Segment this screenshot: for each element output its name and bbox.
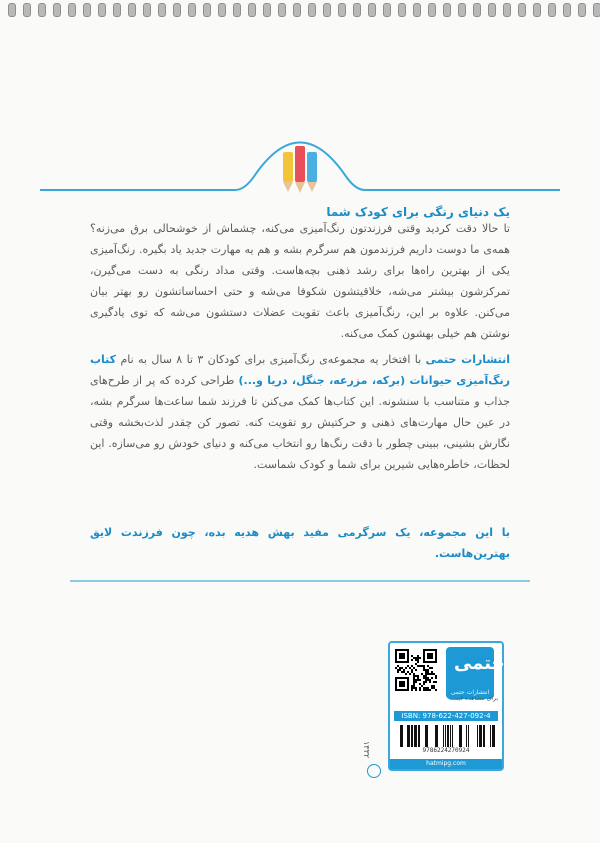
spiral-ring xyxy=(503,3,511,17)
spiral-ring xyxy=(473,3,481,17)
spiral-ring xyxy=(308,3,316,17)
series-title: کتاب رنگ‌آمیزی حیوانات (برکه، مزرعه، جنگل، دریا و...) xyxy=(90,353,510,387)
divider-line xyxy=(70,580,530,582)
publisher-name: انتشارات حتمی xyxy=(425,353,511,366)
publisher-logo xyxy=(446,647,505,699)
spiral-ring xyxy=(113,3,121,17)
pencils-arc-illustration xyxy=(0,100,600,210)
spiral-ring xyxy=(158,3,166,17)
spiral-ring xyxy=(203,3,211,17)
intro-paragraph: تا حالا دقت کردید وقتی فرزندتون رنگ‌آمیزی می‌کنه، چشماش از خوشحالی برق می‌زنه؟ همه‌ی ما دوست داریم فرزندمون هم سرگرم بشه و هم یه مهارت جدید یاد بگیره. رنگ‌آمیزی یکی از بهترین راه‌ها برای رشد ذهنی بچه‌هاست. وقتی مداد رنگی به دست می‌گیرن، تمرکزشون بیشتر می‌شه، خلاقیتشون شکوفا می‌شه و حتی احساساتشون رو بهتر بیان می‌کنن. علاوه بر این، رنگ‌آمیزی باعث تقویت عضلات دستشون می‌شه که توی یادگیری نوشتن هم خیلی بهشون کمک می‌کنه. xyxy=(90,222,510,340)
spiral-ring xyxy=(218,3,226,17)
spiral-ring xyxy=(173,3,181,17)
spiral-ring xyxy=(563,3,571,17)
spiral-ring xyxy=(8,3,16,17)
spiral-ring xyxy=(548,3,556,17)
barcode-icon xyxy=(394,725,498,749)
spiral-ring xyxy=(323,3,331,17)
spiral-ring xyxy=(458,3,466,17)
spiral-ring xyxy=(38,3,46,17)
spiral-ring xyxy=(143,3,151,17)
closing-paragraph: با این مجموعه، یک سرگرمی مفید بهش هدیه بده، چون فرزندت لایق بهترین‌هاست. xyxy=(90,526,510,560)
spiral-ring xyxy=(278,3,286,17)
spiral-ring xyxy=(83,3,91,17)
isbn-label: ISBN: 978-622-427-092-4 xyxy=(394,711,498,721)
logo-subtitle: انتشارات حتمی xyxy=(450,689,490,696)
paragraph-text: با افتخار یه مجموعه‌ی رنگ‌آمیزی برای کودکان ۳ تا ۸ سال به نام xyxy=(116,353,426,366)
spiral-ring xyxy=(98,3,106,17)
logo-text: حتمی xyxy=(454,653,505,674)
spiral-ring xyxy=(263,3,271,17)
section-heading: یک دنیای رنگی برای کودک شما xyxy=(326,205,510,219)
price-note: برای مشاهده قیمت xyxy=(448,695,498,702)
spiral-ring xyxy=(128,3,136,17)
website-link[interactable]: hatmipg.com xyxy=(390,759,502,769)
spiral-ring xyxy=(443,3,451,17)
qr-code-icon xyxy=(395,649,437,691)
spiral-ring xyxy=(518,3,526,17)
spiral-ring xyxy=(578,3,586,17)
spiral-ring xyxy=(488,3,496,17)
spiral-binding xyxy=(0,0,600,22)
spiral-ring xyxy=(383,3,391,17)
spiral-ring xyxy=(248,3,256,17)
spiral-ring xyxy=(353,3,361,17)
spiral-ring xyxy=(398,3,406,17)
paragraph-text: طراحی کرده که پر از طرح‌های جذاب و متناسب با سنشونه. این کتاب‌ها کمک می‌کنن تا فرزند شما ساعت‌ها سرگرم بشه، در عین حال مهارت‌های ذهنی و حرکتیش رو تقویت کنه. تصور کن چقدر لذت‌بخشه وقتی نگارش بشینی، ببینی چطور با دقت رنگ‌ها رو انتخاب می‌کنه و دنیای خودش رو می‌سازه. این لحظات، خاطره‌هایی شیرین برای شما و کودک شماست. xyxy=(90,374,510,471)
spiral-ring xyxy=(593,3,600,17)
spiral-ring xyxy=(23,3,31,17)
barcode-number: 9786224270924 xyxy=(422,747,470,754)
spiral-ring xyxy=(533,3,541,17)
spiral-ring xyxy=(413,3,421,17)
spiral-ring xyxy=(68,3,76,17)
spiral-ring xyxy=(188,3,196,17)
spiral-ring xyxy=(53,3,61,17)
pencils-icon xyxy=(283,146,317,193)
badge-icon xyxy=(367,764,381,778)
publisher-paragraph xyxy=(90,349,510,475)
info-box xyxy=(388,641,504,771)
spiral-ring xyxy=(428,3,436,17)
spiral-ring xyxy=(233,3,241,17)
spiral-ring xyxy=(293,3,301,17)
book-code: ۱۳۳۲ xyxy=(362,741,371,759)
spiral-ring xyxy=(338,3,346,17)
spiral-ring xyxy=(368,3,376,17)
